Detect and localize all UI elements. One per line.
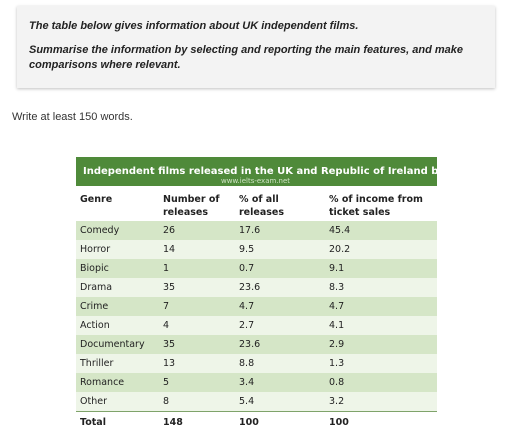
cell-pct-income: 9.1 — [325, 259, 437, 278]
cell-pct-income: 2.9 — [325, 335, 437, 354]
header-releases: Number of releases — [159, 186, 235, 221]
table-row — [76, 240, 437, 259]
cell-pct-income: 8.3 — [325, 278, 437, 297]
cell-releases: 7 — [159, 297, 235, 316]
cell-genre: Romance — [76, 373, 159, 392]
cell-pct-releases: 0.7 — [235, 259, 325, 278]
cell-pct-income: 4.7 — [325, 297, 437, 316]
table-row — [76, 373, 437, 392]
word-count-instruction: Write at least 150 words. — [12, 111, 133, 123]
cell-pct-releases: 23.6 — [235, 335, 325, 354]
cell-genre: Action — [76, 316, 159, 335]
cell-pct-releases: 2.7 — [235, 316, 325, 335]
header-row — [76, 186, 437, 221]
cell-genre: Horror — [76, 240, 159, 259]
table-row — [76, 392, 437, 412]
cell-genre: Biopic — [76, 259, 159, 278]
cell-releases: 4 — [159, 316, 235, 335]
cell-pct-income: 3.2 — [325, 392, 437, 412]
prompt-line-1: The table below gives information about UK independent films. — [29, 20, 359, 32]
films-table — [76, 157, 512, 433]
table-title: Independent films released in the UK and Republic of Ireland by genre 2012 — [83, 166, 512, 177]
cell-pct-income: 45.4 — [325, 221, 437, 240]
cell-genre: Comedy — [76, 221, 159, 240]
cell-releases: 5 — [159, 373, 235, 392]
cell-pct-releases: 23.6 — [235, 278, 325, 297]
table-title-bar — [76, 157, 512, 186]
cell-pct-releases: 4.7 — [235, 297, 325, 316]
cell-genre: Documentary — [76, 335, 159, 354]
total-row — [76, 412, 437, 434]
table-row — [76, 335, 437, 354]
prompt-line-2: Summarise the information by selecting and reporting the main features, and make comparisons where relevant. — [29, 44, 463, 71]
cell-pct-income: 1.3 — [325, 354, 437, 373]
cell-releases: 1 — [159, 259, 235, 278]
table-row — [76, 259, 437, 278]
cell-releases: 14 — [159, 240, 235, 259]
table-row — [76, 278, 437, 297]
cell-pct-income: 4.1 — [325, 316, 437, 335]
total-pct-income: 100 — [325, 412, 437, 434]
cell-genre: Thriller — [76, 354, 159, 373]
table-row — [76, 316, 437, 335]
header-pct-income: % of income from ticket sales — [325, 186, 437, 221]
cell-genre: Drama — [76, 278, 159, 297]
cell-pct-releases: 8.8 — [235, 354, 325, 373]
cell-pct-releases: 5.4 — [235, 392, 325, 412]
table-row — [76, 354, 437, 373]
cell-genre: Other — [76, 392, 159, 412]
header-genre: Genre — [76, 186, 159, 221]
cell-pct-releases: 17.6 — [235, 221, 325, 240]
watermark: www.ielts-exam.net — [221, 177, 291, 185]
table-row — [76, 221, 437, 240]
cell-pct-income: 20.2 — [325, 240, 437, 259]
table-row — [76, 297, 437, 316]
cell-pct-releases: 3.4 — [235, 373, 325, 392]
cell-releases: 13 — [159, 354, 235, 373]
total-releases: 148 — [159, 412, 235, 434]
cell-releases: 35 — [159, 335, 235, 354]
task-prompt-box — [17, 6, 495, 88]
cell-genre: Crime — [76, 297, 159, 316]
cell-pct-income: 0.8 — [325, 373, 437, 392]
data-table — [76, 186, 437, 433]
cell-pct-releases: 9.5 — [235, 240, 325, 259]
total-label: Total — [76, 412, 159, 434]
cell-releases: 35 — [159, 278, 235, 297]
cell-releases: 26 — [159, 221, 235, 240]
cell-releases: 8 — [159, 392, 235, 412]
total-pct-releases: 100 — [235, 412, 325, 434]
header-pct-releases: % of all releases — [235, 186, 325, 221]
